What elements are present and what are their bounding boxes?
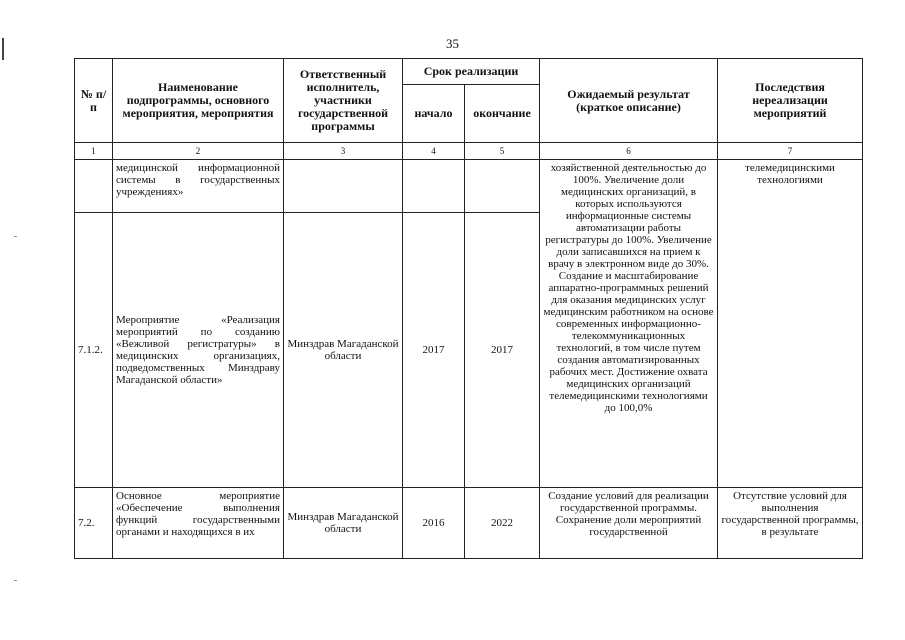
header-name: Наименование подпрограммы, основного мероприятия, мероприятия bbox=[113, 59, 284, 143]
row-result: Создание условий для реализации государственной программы. Сохранение доли мероприятий государственной bbox=[540, 488, 718, 559]
table-row bbox=[75, 160, 863, 213]
row-num bbox=[75, 160, 113, 213]
row-start: 2017 bbox=[403, 213, 465, 488]
row-num: 7.2. bbox=[75, 488, 113, 559]
row-responsible bbox=[284, 160, 403, 213]
column-number: 4 bbox=[403, 143, 465, 160]
row-consequences-merged: телемедицинскими технологиями bbox=[718, 160, 863, 488]
header-result: Ожидаемый результат (краткое описание) bbox=[540, 59, 718, 143]
row-num: 7.1.2. bbox=[75, 213, 113, 488]
header-end: окончание bbox=[465, 85, 540, 143]
row-end: 2022 bbox=[465, 488, 540, 559]
row-start bbox=[403, 160, 465, 213]
header-start: начало bbox=[403, 85, 465, 143]
row-name: Основное мероприятие «Обеспечение выполнения функций государственными органами и находящихся в их bbox=[113, 488, 284, 559]
row-end bbox=[465, 160, 540, 213]
table-row bbox=[75, 488, 863, 559]
column-number: 6 bbox=[540, 143, 718, 160]
row-consequences: Отсутствие условий для выполнения государственной программы, в результате bbox=[718, 488, 863, 559]
column-number: 3 bbox=[284, 143, 403, 160]
column-number: 5 bbox=[465, 143, 540, 160]
scan-speck bbox=[14, 236, 17, 237]
page-number: 35 bbox=[446, 36, 459, 51]
header-num: № п/п bbox=[75, 59, 113, 143]
row-responsible: Минздрав Магаданской области bbox=[284, 213, 403, 488]
row-name: медицинской информационной системы в государственных учреждениях» bbox=[113, 160, 284, 213]
row-start: 2016 bbox=[403, 488, 465, 559]
header-responsible: Ответственный исполнитель, участники государственной программы bbox=[284, 59, 403, 143]
column-number: 2 bbox=[113, 143, 284, 160]
program-table bbox=[74, 58, 863, 559]
row-name: Мероприятие «Реализация мероприятий по созданию «Вежливой регистратуры» в медицинских организациях, подведомственных Минздраву Магаданской области» bbox=[113, 213, 284, 488]
row-responsible: Минздрав Магаданской области bbox=[284, 488, 403, 559]
header-period: Срок реализации bbox=[403, 59, 540, 85]
scan-speck bbox=[14, 580, 17, 581]
column-number: 7 bbox=[718, 143, 863, 160]
row-end: 2017 bbox=[465, 213, 540, 488]
row-result-merged: хозяйственной деятельностью до 100%. Увеличение доли медицинских организаций, в которых используются информационные системы автоматизации работы регистратуры до 100%. Увеличение доли записавшихся на прием к врачу в электронном виде до 30%. Создание и масштабирование аппаратно-программных решений для оказания медицинских услуг медицинским работником на основе современных информационно-телекоммуникационных технологий, в том числе путем создания автоматизированных рабочих мест. Достижение охвата медицинских организаций телемедицинскими технологиями до 100,0% bbox=[540, 160, 718, 488]
column-number: 1 bbox=[75, 143, 113, 160]
header-consequences: Последствия нереализации мероприятий bbox=[718, 59, 863, 143]
